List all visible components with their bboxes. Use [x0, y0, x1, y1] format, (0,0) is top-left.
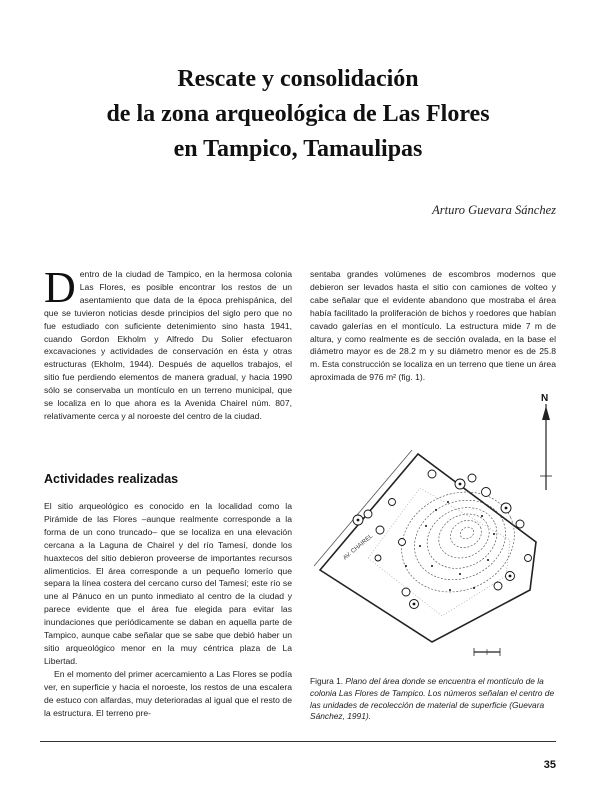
site-map-figure [310, 390, 560, 670]
title-line-2: de la zona arqueológica de Las Flores [106, 101, 490, 127]
drop-cap: D [44, 263, 76, 312]
section-heading: Actividades realizadas [44, 472, 179, 486]
section-paragraph-2: En el momento del primer acercamiento a Las Flores se podía ver, en superficie y hacia el noroeste, los restos de una escalera de estuco con alfardas, muy deterioradas al igual que el resto de la estructura. El terreno pre- [44, 668, 292, 718]
caption-lead: Figura 1. [310, 676, 344, 686]
site-map-drawing [310, 390, 560, 670]
figure-caption [310, 676, 558, 723]
article-title [40, 62, 556, 167]
collection-points [405, 501, 495, 591]
intro-paragraph [44, 263, 292, 423]
tree-centers [357, 483, 512, 606]
title-line-1: Rescate y consolidación [177, 66, 419, 92]
intro-text: entro de la ciudad de Tampico, en la hermosa colonia Las Flores, es posible encontrar los restos de un asentamiento que data de la época prehispánica, del que se tuvieron noticias desde principios del siglo pero que no fue estudiado con suficiente detenimiento sino hasta 1941, cuando Gordon Ekholm y Alfredo Du Solier efectuaron excavaciones y actividades de conservación en ésta y otras estructuras (Ekholm, 1944). Después de aquellos trabajos, el sitio fue perdiendo elementos de manera gradual, y hacia 1990 sólo se conservaba un montículo en un terreno municipal, que se localiza en lo que ahora es la Avenida Chairel núm. 807, relativamente cerca y al noroeste del centro de la ciudad. [44, 269, 292, 421]
north-arrow-icon [540, 404, 552, 490]
author-name: Arturo Guevara Sánchez [432, 203, 556, 217]
section-column [44, 500, 292, 719]
footer-rule [40, 741, 556, 742]
scale-bar [474, 648, 500, 656]
street-line [314, 450, 412, 566]
section-paragraph-1: El sitio arqueológico es conocido en la localidad como la Pirámide de las Flores –aunque realmente corresponde a la forma de un cono truncado– que se localiza en una elevación cercana a la Laguna de Chairel y del río Tamesí, donde los huaxtecos del sitio debieron proveerse de importantes recursos alimenticios. El área corresponde a un pequeño lomerío que separa la línea costera del cercano curso del Tamesí; este río se une al Pánuco en un punto inmediato al centro de la ciudad y parece evidente que el área fue elegida para evitar las inundaciones que periódicamente se daban en aquella parte de Tampico, aunque cabe señalar que se sabe que debió haber un sitio arqueológico menor en la muy céntrica plaza de La Libertad. [44, 501, 292, 666]
page-number: 35 [543, 759, 556, 771]
right-column-text [310, 268, 556, 384]
caption-text: Plano del área donde se encuentra el montículo de la colonia Las Flores de Tampico. Los números señalan el centro de las unidades de recolección de material de superficie (Guevara Sánchez, 1991). [310, 676, 555, 722]
tree-icons [353, 470, 532, 609]
north-label: N [541, 393, 549, 404]
title-line-3: en Tampico, Tamaulipas [173, 136, 423, 162]
street-label: AV. CHAIREL [342, 533, 375, 562]
intro-column [44, 263, 292, 423]
right-paragraph: sentaba grandes volúmenes de escombros modernos que debieron ser levados hasta el sitio con camiones de volteo y cabe señalar que el evidente abandono que mostraba el área había facilitado la proliferación de bichos y roedores que habían cavado galerías en el montículo. La estructura mide 7 m de altura, y como realmente es de sección ovalada, en la base el diámetro mayor es de 28.2 m y su diámetro menor es de 25.8 m. Esta construcción se localiza en un terreno que tiene un área aproximada de 976 m² (fig. 1). [310, 269, 556, 383]
